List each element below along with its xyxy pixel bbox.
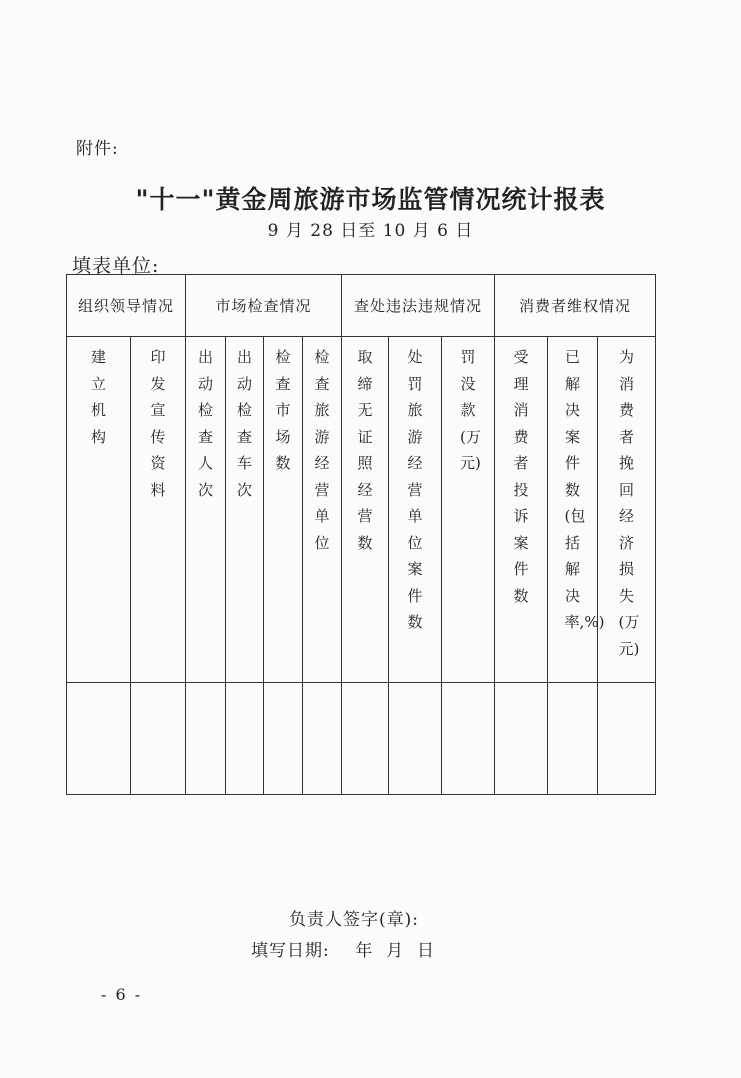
column-header (226, 337, 264, 683)
column-header-label: 罚没款(万元) (460, 348, 481, 472)
attachment-label: 附件: (76, 139, 119, 159)
column-header (548, 337, 605, 683)
page-number: - 6 - (101, 985, 143, 1004)
date-range: 9 月 28 日至 10 月 6 日 (267, 221, 474, 241)
data-cell[interactable] (131, 683, 186, 795)
column-header (442, 337, 495, 683)
column-header-label: 出动检查车次 (237, 348, 253, 499)
data-cell[interactable] (264, 683, 303, 795)
column-header-label: 已解决案件数(包括解决率,%) (564, 348, 605, 631)
column-header (495, 337, 548, 683)
column-header-label: 检查旅游经营单位 (314, 348, 330, 552)
data-cell[interactable] (389, 683, 442, 795)
data-row (67, 683, 656, 795)
filling-unit-label: 填表单位: (72, 255, 160, 277)
report-title: "十一"黄金周旅游市场监管情况统计报表 (135, 185, 606, 214)
column-header (131, 337, 186, 683)
column-header-label: 取缔无证照经营数 (357, 348, 373, 552)
column-header (186, 337, 226, 683)
column-header-label: 处罚旅游经营单位案件数 (407, 348, 423, 631)
column-header-label: 为消费者挽回经济损失 (万元) (618, 348, 640, 658)
data-cell[interactable] (548, 683, 598, 795)
data-cell[interactable] (186, 683, 226, 795)
group-header-market-inspection: 市场检查情况 (186, 275, 342, 337)
column-header (342, 337, 389, 683)
column-header-label: 印发宣传资料 (150, 348, 166, 499)
data-cell[interactable] (442, 683, 495, 795)
column-header-label: 出动检查人次 (198, 348, 214, 499)
column-header-label: 受理消费者投诉案件数 (513, 348, 529, 605)
data-cell[interactable] (226, 683, 264, 795)
column-header (264, 337, 303, 683)
group-header-row (67, 275, 656, 337)
group-header-leadership: 组织领导情况 (67, 275, 186, 337)
column-header-label: 建立机构 (90, 348, 106, 446)
group-header-consumer-rights: 消费者维权情况 (495, 275, 656, 337)
column-header (598, 337, 656, 683)
column-header (303, 337, 342, 683)
column-header (389, 337, 442, 683)
fill-date-label: 填写日期: 年 月 日 (251, 941, 435, 961)
data-cell[interactable] (495, 683, 548, 795)
column-header-label: 检查市场数 (275, 348, 291, 472)
statistics-table (66, 274, 656, 795)
data-cell[interactable] (303, 683, 342, 795)
data-cell[interactable] (598, 683, 656, 795)
column-header-row (67, 337, 656, 683)
group-header-violations: 查处违法违规情况 (342, 275, 495, 337)
data-cell[interactable] (67, 683, 131, 795)
column-header (67, 337, 131, 683)
signature-label: 负责人签字(章): (289, 910, 419, 930)
data-cell[interactable] (342, 683, 389, 795)
